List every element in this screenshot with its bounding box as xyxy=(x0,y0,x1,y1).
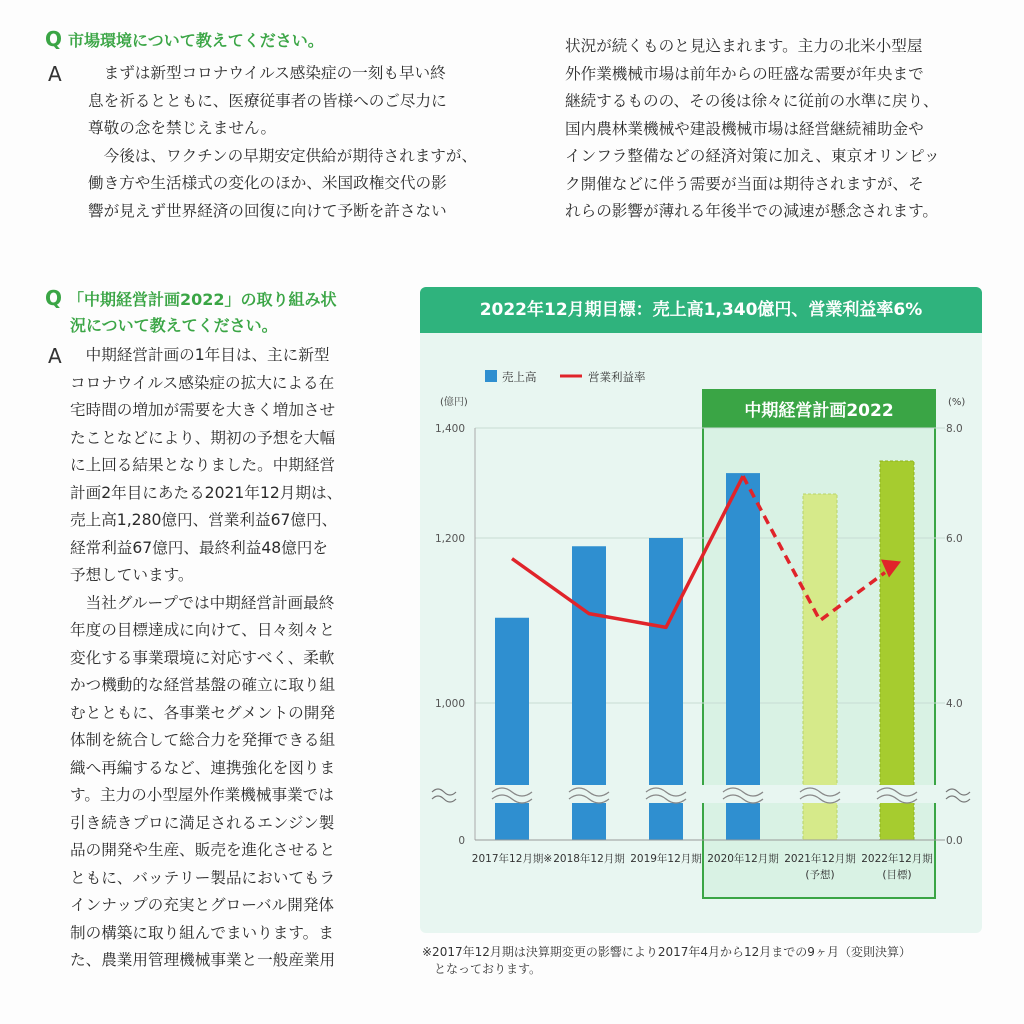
body-line: 売上高1,280億円、営業利益67億円、 xyxy=(70,511,338,529)
body-line: 計画2年目にあたる2021年12月期は、 xyxy=(70,483,343,502)
bar-3 xyxy=(726,473,760,840)
answer-market-left xyxy=(88,60,477,225)
body-line: 中期経営計画の1年目は、主に新型 xyxy=(70,346,330,364)
category-label: 2021年12月期 xyxy=(784,853,856,865)
body-line: 響が見えず世界経済の回復に向けて予断を許さない xyxy=(88,201,447,220)
break-mark-right xyxy=(946,796,970,802)
body-line: 変化する事業環境に対応すべく、柔軟 xyxy=(70,648,335,667)
q-mark: Q xyxy=(45,286,63,310)
right-tick-label: 4.0 xyxy=(946,698,963,710)
body-line: コロナウイルス感染症の拡大による在 xyxy=(70,373,335,392)
break-mark-left xyxy=(432,789,456,795)
right-tick-label: 8.0 xyxy=(946,423,963,435)
bar-0 xyxy=(495,618,529,840)
bar-5 xyxy=(880,461,914,840)
body-line: ともに、バッテリー製品においてもラ xyxy=(70,868,336,887)
body-line: た、農業用管理機械事業と一般産業用 xyxy=(70,951,336,969)
left-tick-label: 0 xyxy=(458,835,465,847)
question-text-line2: 況について教えてください。 xyxy=(70,316,278,335)
body-line: 体制を統合して総合力を発揮できる組 xyxy=(70,731,336,749)
body-line: 当社グループでは中期経営計画最終 xyxy=(70,593,335,612)
axis-break-band xyxy=(476,785,946,803)
body-line: 継続するものの、その後は徐々に従前の水準に戻り、 xyxy=(565,92,939,110)
body-line: 経常利益67億円、最終利益48億円を xyxy=(70,538,328,557)
legend-swatch-sales xyxy=(485,370,497,382)
body-line: に上回る結果となりました。中期経営 xyxy=(70,456,336,474)
a-mark: A xyxy=(48,344,62,368)
left-tick-label: 1,000 xyxy=(434,698,465,710)
body-line: 国内農林業機械や建設機械市場は経営継続補助金や xyxy=(565,119,924,138)
chart-header: 2022年12月期目標：売上高1,340億円、営業利益率6% xyxy=(420,287,982,333)
right-tick-label: 0.0 xyxy=(946,835,963,847)
body-line: かつ機動的な経営基盤の確立に取り組 xyxy=(70,676,336,694)
question-text: 市場環境について教えてください。 xyxy=(68,31,324,50)
answer-plan xyxy=(70,342,342,975)
category-note: (予想) xyxy=(805,869,835,881)
break-mark-left xyxy=(432,796,456,802)
body-line: す。主力の小型屋外作業機械事業では xyxy=(70,786,334,804)
body-line: 引き続きプロに満足されるエンジン製 xyxy=(70,813,335,832)
body-line: 働き方や生活様式の変化のほか、米国政権交代の影 xyxy=(88,174,447,192)
category-label: 2017年12月期※ xyxy=(471,853,553,865)
body-line: 品の開発や生産、販売を進化させると xyxy=(70,841,336,859)
body-line: 外作業機械市場は前年からの旺盛な需要が年央まで xyxy=(565,64,924,83)
body-line: 状況が続くものと見込まれます。主力の北米小型屋 xyxy=(565,37,923,55)
body-line: ク開催などに伴う需要が当面は期待されますが、そ xyxy=(565,174,924,193)
left-tick-label: 1,200 xyxy=(434,533,465,545)
body-line: れらの影響が薄れる年後半での減速が懸念されます。 xyxy=(565,202,939,220)
body-line: インフラ整備などの経済対策に加え、東京オリンピッ xyxy=(565,147,940,165)
question-plan xyxy=(45,285,337,339)
a-mark: A xyxy=(48,62,62,86)
q-mark: Q xyxy=(45,27,63,51)
revenue-margin-chart xyxy=(420,287,982,933)
category-label: 2019年12月期 xyxy=(630,853,702,865)
body-line: むとともに、各事業セグメントの開発 xyxy=(70,703,335,722)
legend-label-margin: 営業利益率 xyxy=(588,370,646,384)
body-line: 予想しています。 xyxy=(70,566,194,584)
body-line: 今後は、ワクチンの早期安定供給が期待されますが、 xyxy=(88,146,478,165)
body-line: 年度の目標達成に向けて、日々刻々と xyxy=(70,621,335,639)
body-line: まずは新型コロナウイルス感染症の一刻も早い終 xyxy=(88,64,446,82)
body-line: 息を祈るとともに、医療従事者の皆様へのご尽力に xyxy=(88,91,447,110)
answer-market-right xyxy=(565,33,940,226)
footnote-line: となっております。 xyxy=(422,962,542,976)
question-market xyxy=(45,28,324,52)
footnote-line: ※2017年12月期は決算期変更の影響により2017年4月から12月までの9ヶ月（変則決算） xyxy=(422,945,911,959)
left-tick-label: 1,400 xyxy=(434,423,465,435)
break-mark-right xyxy=(946,789,970,795)
chart-footnote xyxy=(422,944,911,978)
legend-label-sales: 売上高 xyxy=(502,370,537,384)
body-line: たことなどにより、期初の予想を大幅 xyxy=(70,428,336,447)
category-label: 2022年12月期 xyxy=(861,853,933,865)
right-axis-unit: (%) xyxy=(948,397,966,408)
body-line: 宅時間の増加が需要を大きく増加させ xyxy=(70,401,336,419)
category-label: 2018年12月期 xyxy=(553,853,625,865)
plan-box-label: 中期経営計画2022 xyxy=(744,401,894,421)
body-line: インナップの充実とグローバル開発体 xyxy=(70,896,335,914)
right-tick-label: 6.0 xyxy=(946,533,963,545)
category-label: 2020年12月期 xyxy=(707,853,779,865)
left-axis-unit: (億円) xyxy=(440,397,468,408)
body-line: 制の構築に取り組んでまいります。ま xyxy=(70,923,334,942)
question-text-line1: 「中期経営計画2022」の取り組み状 xyxy=(68,290,337,309)
body-line: 織へ再編するなど、連携強化を図りま xyxy=(70,758,336,777)
chart-panel xyxy=(420,287,982,933)
body-line: 尊敬の念を禁じえません。 xyxy=(88,119,277,137)
category-note: (目標) xyxy=(882,869,912,881)
